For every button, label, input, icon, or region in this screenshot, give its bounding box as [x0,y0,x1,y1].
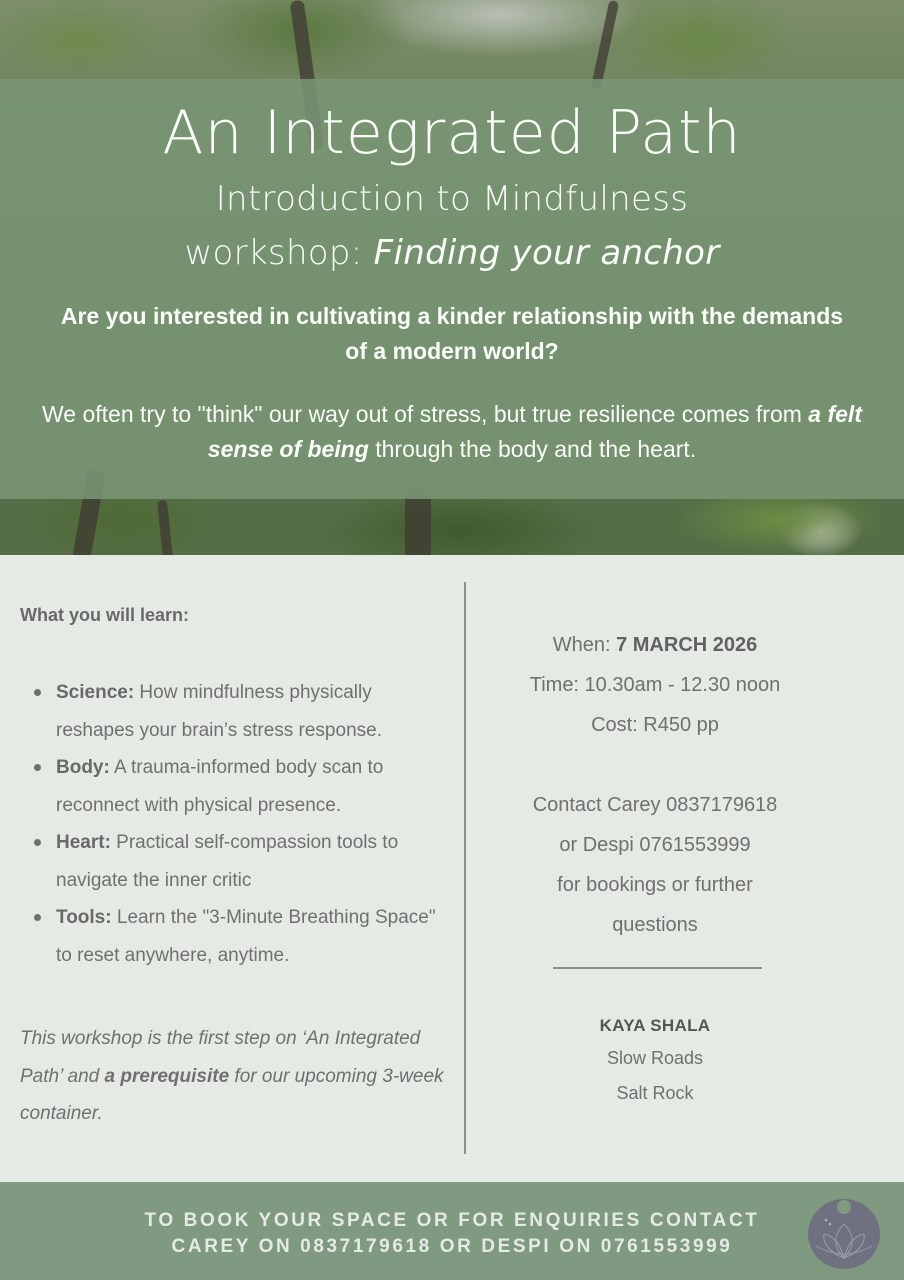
venue-street: Slow Roads [606,1047,704,1068]
hero-text [0,79,904,467]
contact-line: or Despi 0761553999 [559,834,751,856]
learn-item-tools [20,899,450,974]
learn-item-body [20,749,450,824]
venue-town: Salt Rock [616,1082,694,1103]
learn-item-label: Body: [56,757,110,778]
learn-column [20,605,450,1133]
info-panel [0,555,904,1182]
booking-line-1: TO BOOK YOUR SPACE OR FOR ENQUIRIES CONTACT [144,1210,760,1231]
learn-item-science [20,674,450,749]
statement-emphasis: a felt sense of being [207,401,862,462]
statement-prefix: We often try to "think" our way out of stress, but true resilience comes from [42,401,809,427]
date-label: When: [552,634,617,656]
learn-item-label: Science: [56,682,135,703]
footer-banner [0,1182,904,1280]
venue-block [470,1011,840,1111]
intro-question: Are you interested in cultivating a kinder relationship with the demands of a modern world? [60,303,844,364]
horizontal-divider [553,967,762,969]
subtitle-prefix: workshop: [184,233,374,273]
note-prefix: This workshop is the first step on ‘An Integrated Path’ and [20,1028,421,1087]
details-column [470,625,840,1111]
event-date [470,625,840,665]
contact-line: questions [612,914,698,936]
learn-item-text: Learn the "3-Minute Breathing Space" to reset anywhere, anytime. [56,907,436,966]
venue-name: KAYA SHALA [599,1015,711,1035]
learn-list [20,674,450,974]
learn-heading: What you will learn: [20,605,190,625]
learn-item-heart [20,824,450,899]
intro-statement [12,397,892,467]
note-suffix: for our upcoming 3-week container. [20,1065,444,1124]
contact-block [470,785,840,945]
hero-photo [0,0,904,555]
statement-suffix: through the body and the heart. [368,436,697,462]
learn-item-text: Practical self-compassion tools to navigate the inner critic [56,832,399,891]
contact-line: Contact Carey 0837179618 [532,794,778,816]
page-title: An Integrated Path [162,98,742,168]
booking-callout [0,1208,904,1260]
prerequisite-note [20,1020,450,1133]
subtitle-line-2 [0,227,904,279]
event-cost: Cost: R450 pp [591,714,719,736]
lotus-pendant-icon [806,1196,882,1270]
column-divider [464,582,466,1154]
date-value: 7 MARCH 2026 [616,634,758,656]
learn-item-text: How mindfulness physically reshapes your brain’s stress response. [56,682,382,741]
learn-item-text: A trauma-informed body scan to reconnect with physical presence. [56,757,384,816]
event-time: Time: 10.30am - 12.30 noon [529,674,781,696]
subtitle-line-1: Introduction to Mindfulness [215,179,689,219]
note-emphasis: a prerequisite [104,1065,230,1087]
contact-line: for bookings or further [557,874,753,896]
subtitle-italic: Finding your anchor [373,233,720,273]
learn-item-label: Heart: [56,832,111,853]
learn-item-label: Tools: [56,907,112,928]
booking-line-2: CAREY ON 0837179618 OR DESPI ON 0761553999 [171,1236,733,1257]
